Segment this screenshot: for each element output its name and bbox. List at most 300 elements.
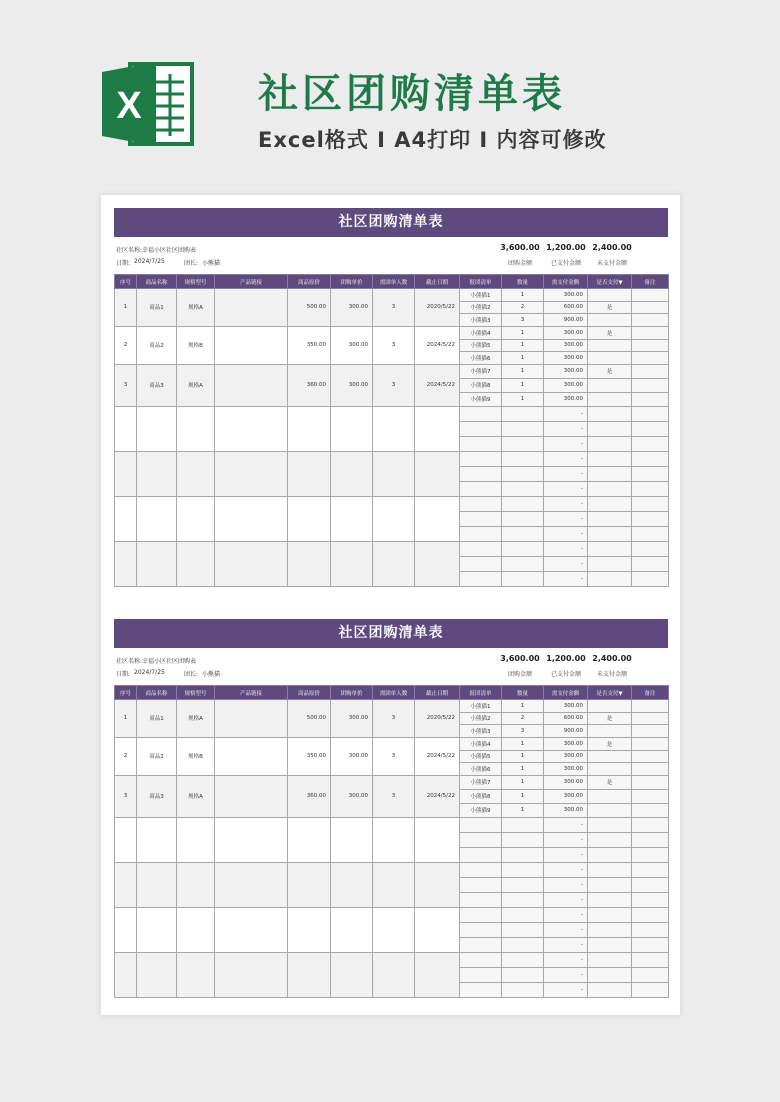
member-name[interactable]: 小熊猫5 (460, 750, 502, 763)
payable-amount[interactable]: 300.00 (544, 352, 588, 365)
paid-status[interactable]: 是 (588, 364, 632, 378)
paid-status[interactable] (588, 763, 632, 776)
row-number[interactable] (115, 451, 137, 496)
payable-amount[interactable]: 600.00 (544, 301, 588, 314)
remark[interactable] (632, 301, 669, 314)
product-spec[interactable]: 规格A (177, 775, 215, 817)
required-people[interactable]: 3 (373, 775, 415, 817)
quantity[interactable]: 1 (502, 750, 544, 763)
quantity[interactable] (502, 481, 544, 496)
quantity[interactable] (502, 952, 544, 967)
deadline[interactable] (415, 817, 460, 862)
remark[interactable] (632, 289, 669, 302)
payable-amount[interactable]: 300.00 (544, 775, 588, 789)
member-name[interactable]: 小熊猫3 (460, 314, 502, 327)
product-spec[interactable]: 规格A (177, 364, 215, 406)
deadline[interactable] (415, 496, 460, 541)
product-link[interactable] (215, 952, 288, 997)
quantity[interactable] (502, 556, 544, 571)
paid-status[interactable] (588, 937, 632, 952)
product-name[interactable]: 商品2 (137, 737, 177, 775)
payable-amount[interactable]: - (544, 817, 588, 832)
required-people[interactable] (373, 496, 415, 541)
member-name[interactable]: 小熊猫5 (460, 339, 502, 352)
member-name[interactable]: 小熊猫2 (460, 301, 502, 314)
member-name[interactable]: 小熊猫9 (460, 392, 502, 406)
remark[interactable] (632, 556, 669, 571)
column-header[interactable]: 是否支付▼ (588, 686, 632, 700)
row-number[interactable] (115, 496, 137, 541)
product-spec[interactable]: 规格A (177, 289, 215, 327)
payable-amount[interactable]: 600.00 (544, 712, 588, 725)
member-name[interactable] (460, 421, 502, 436)
remark[interactable] (632, 877, 669, 892)
payable-amount[interactable]: - (544, 511, 588, 526)
remark[interactable] (632, 421, 669, 436)
remark[interactable] (632, 451, 669, 466)
payable-amount[interactable]: - (544, 571, 588, 586)
remark[interactable] (632, 511, 669, 526)
quantity[interactable] (502, 421, 544, 436)
required-people[interactable] (373, 862, 415, 907)
original-price[interactable] (288, 451, 331, 496)
group-price[interactable] (331, 451, 373, 496)
remark[interactable] (632, 952, 669, 967)
quantity[interactable]: 3 (502, 314, 544, 327)
column-header[interactable]: 是否支付▼ (588, 275, 632, 289)
member-name[interactable] (460, 832, 502, 847)
product-name[interactable] (137, 817, 177, 862)
paid-status[interactable] (588, 817, 632, 832)
required-people[interactable] (373, 406, 415, 451)
group-price[interactable] (331, 541, 373, 586)
payable-amount[interactable]: 300.00 (544, 392, 588, 406)
quantity[interactable] (502, 892, 544, 907)
group-price[interactable] (331, 406, 373, 451)
original-price[interactable] (288, 907, 331, 952)
member-name[interactable]: 小熊猫1 (460, 700, 502, 713)
member-name[interactable] (460, 937, 502, 952)
payable-amount[interactable]: - (544, 847, 588, 862)
member-name[interactable]: 小熊猫1 (460, 289, 502, 302)
paid-status[interactable] (588, 289, 632, 302)
member-name[interactable] (460, 451, 502, 466)
product-link[interactable] (215, 326, 288, 364)
product-name[interactable]: 商品1 (137, 289, 177, 327)
group-price[interactable] (331, 952, 373, 997)
quantity[interactable] (502, 406, 544, 421)
quantity[interactable]: 2 (502, 301, 544, 314)
quantity[interactable]: 1 (502, 352, 544, 365)
paid-status[interactable] (588, 511, 632, 526)
remark[interactable] (632, 436, 669, 451)
payable-amount[interactable]: - (544, 922, 588, 937)
row-number[interactable]: 3 (115, 364, 137, 406)
deadline[interactable]: 2024/5/22 (415, 364, 460, 406)
row-number[interactable] (115, 817, 137, 862)
original-price[interactable]: 350.00 (288, 326, 331, 364)
remark[interactable] (632, 481, 669, 496)
member-name[interactable]: 小熊猫7 (460, 775, 502, 789)
payable-amount[interactable]: 300.00 (544, 789, 588, 803)
group-price[interactable]: 300.00 (331, 364, 373, 406)
row-number[interactable]: 3 (115, 775, 137, 817)
member-name[interactable]: 小熊猫8 (460, 789, 502, 803)
member-name[interactable]: 小熊猫4 (460, 737, 502, 750)
payable-amount[interactable]: 300.00 (544, 803, 588, 817)
member-name[interactable] (460, 556, 502, 571)
quantity[interactable]: 1 (502, 775, 544, 789)
remark[interactable] (632, 907, 669, 922)
member-name[interactable]: 小熊猫6 (460, 763, 502, 776)
paid-status[interactable] (588, 952, 632, 967)
paid-status[interactable] (588, 847, 632, 862)
product-name[interactable]: 商品2 (137, 326, 177, 364)
payable-amount[interactable]: - (544, 406, 588, 421)
quantity[interactable] (502, 541, 544, 556)
original-price[interactable]: 360.00 (288, 364, 331, 406)
row-number[interactable]: 1 (115, 289, 137, 327)
member-name[interactable] (460, 892, 502, 907)
paid-status[interactable] (588, 496, 632, 511)
group-price[interactable]: 300.00 (331, 289, 373, 327)
original-price[interactable] (288, 817, 331, 862)
product-name[interactable]: 商品3 (137, 364, 177, 406)
remark[interactable] (632, 763, 669, 776)
original-price[interactable]: 500.00 (288, 700, 331, 738)
payable-amount[interactable]: 300.00 (544, 326, 588, 339)
payable-amount[interactable]: - (544, 937, 588, 952)
remark[interactable] (632, 406, 669, 421)
member-name[interactable] (460, 817, 502, 832)
member-name[interactable]: 小熊猫7 (460, 364, 502, 378)
remark[interactable] (632, 314, 669, 327)
remark[interactable] (632, 725, 669, 738)
deadline[interactable] (415, 541, 460, 586)
payable-amount[interactable]: - (544, 436, 588, 451)
deadline[interactable]: 2020/5/22 (415, 700, 460, 738)
paid-status[interactable] (588, 700, 632, 713)
product-spec[interactable] (177, 952, 215, 997)
product-spec[interactable]: 规格B (177, 326, 215, 364)
paid-status[interactable]: 是 (588, 301, 632, 314)
quantity[interactable] (502, 862, 544, 877)
row-number[interactable] (115, 952, 137, 997)
remark[interactable] (632, 922, 669, 937)
group-price[interactable]: 300.00 (331, 775, 373, 817)
quantity[interactable]: 1 (502, 339, 544, 352)
member-name[interactable] (460, 406, 502, 421)
remark[interactable] (632, 378, 669, 392)
remark[interactable] (632, 571, 669, 586)
group-price[interactable]: 300.00 (331, 700, 373, 738)
quantity[interactable] (502, 817, 544, 832)
quantity[interactable] (502, 466, 544, 481)
deadline[interactable] (415, 406, 460, 451)
remark[interactable] (632, 352, 669, 365)
deadline[interactable]: 2024/5/22 (415, 775, 460, 817)
product-spec[interactable] (177, 817, 215, 862)
group-price[interactable] (331, 862, 373, 907)
row-number[interactable] (115, 541, 137, 586)
deadline[interactable] (415, 952, 460, 997)
product-name[interactable] (137, 451, 177, 496)
row-number[interactable] (115, 907, 137, 952)
product-spec[interactable] (177, 406, 215, 451)
quantity[interactable]: 1 (502, 803, 544, 817)
payable-amount[interactable]: 300.00 (544, 364, 588, 378)
member-name[interactable]: 小熊猫6 (460, 352, 502, 365)
payable-amount[interactable]: 300.00 (544, 289, 588, 302)
original-price[interactable] (288, 952, 331, 997)
quantity[interactable]: 1 (502, 737, 544, 750)
payable-amount[interactable]: 900.00 (544, 725, 588, 738)
payable-amount[interactable]: - (544, 496, 588, 511)
paid-status[interactable] (588, 421, 632, 436)
product-name[interactable] (137, 541, 177, 586)
quantity[interactable] (502, 526, 544, 541)
payable-amount[interactable]: 900.00 (544, 314, 588, 327)
quantity[interactable] (502, 436, 544, 451)
required-people[interactable] (373, 817, 415, 862)
product-link[interactable] (215, 451, 288, 496)
quantity[interactable]: 1 (502, 326, 544, 339)
quantity[interactable]: 1 (502, 378, 544, 392)
paid-status[interactable] (588, 352, 632, 365)
row-number[interactable] (115, 406, 137, 451)
product-link[interactable] (215, 862, 288, 907)
remark[interactable] (632, 496, 669, 511)
product-spec[interactable] (177, 541, 215, 586)
payable-amount[interactable]: 300.00 (544, 763, 588, 776)
paid-status[interactable]: 是 (588, 326, 632, 339)
group-price[interactable] (331, 496, 373, 541)
remark[interactable] (632, 982, 669, 997)
payable-amount[interactable]: - (544, 952, 588, 967)
quantity[interactable]: 1 (502, 789, 544, 803)
payable-amount[interactable]: - (544, 526, 588, 541)
member-name[interactable] (460, 847, 502, 862)
payable-amount[interactable]: - (544, 907, 588, 922)
paid-status[interactable] (588, 339, 632, 352)
member-name[interactable]: 小熊猫8 (460, 378, 502, 392)
deadline[interactable]: 2024/5/22 (415, 326, 460, 364)
quantity[interactable] (502, 982, 544, 997)
deadline[interactable] (415, 451, 460, 496)
group-price[interactable] (331, 817, 373, 862)
member-name[interactable] (460, 526, 502, 541)
original-price[interactable] (288, 406, 331, 451)
quantity[interactable] (502, 832, 544, 847)
member-name[interactable] (460, 877, 502, 892)
remark[interactable] (632, 967, 669, 982)
quantity[interactable] (502, 496, 544, 511)
member-name[interactable] (460, 541, 502, 556)
quantity[interactable] (502, 922, 544, 937)
quantity[interactable] (502, 511, 544, 526)
payable-amount[interactable]: - (544, 967, 588, 982)
remark[interactable] (632, 364, 669, 378)
payable-amount[interactable]: 300.00 (544, 700, 588, 713)
remark[interactable] (632, 937, 669, 952)
required-people[interactable]: 3 (373, 364, 415, 406)
quantity[interactable]: 1 (502, 289, 544, 302)
required-people[interactable]: 3 (373, 737, 415, 775)
row-number[interactable] (115, 862, 137, 907)
payable-amount[interactable]: - (544, 982, 588, 997)
product-link[interactable] (215, 496, 288, 541)
paid-status[interactable] (588, 378, 632, 392)
payable-amount[interactable]: - (544, 832, 588, 847)
payable-amount[interactable]: 300.00 (544, 339, 588, 352)
product-name[interactable] (137, 907, 177, 952)
paid-status[interactable] (588, 466, 632, 481)
quantity[interactable]: 1 (502, 364, 544, 378)
payable-amount[interactable]: 300.00 (544, 737, 588, 750)
member-name[interactable]: 小熊猫2 (460, 712, 502, 725)
paid-status[interactable] (588, 803, 632, 817)
quantity[interactable] (502, 571, 544, 586)
product-spec[interactable] (177, 907, 215, 952)
product-spec[interactable] (177, 451, 215, 496)
paid-status[interactable] (588, 481, 632, 496)
payable-amount[interactable]: - (544, 451, 588, 466)
member-name[interactable]: 小熊猫9 (460, 803, 502, 817)
group-price[interactable]: 300.00 (331, 326, 373, 364)
remark[interactable] (632, 700, 669, 713)
product-spec[interactable] (177, 496, 215, 541)
remark[interactable] (632, 392, 669, 406)
member-name[interactable] (460, 481, 502, 496)
paid-status[interactable] (588, 725, 632, 738)
quantity[interactable]: 1 (502, 763, 544, 776)
member-name[interactable] (460, 496, 502, 511)
paid-status[interactable] (588, 750, 632, 763)
remark[interactable] (632, 862, 669, 877)
paid-status[interactable] (588, 571, 632, 586)
member-name[interactable] (460, 862, 502, 877)
row-number[interactable]: 2 (115, 737, 137, 775)
payable-amount[interactable]: - (544, 421, 588, 436)
remark[interactable] (632, 541, 669, 556)
member-name[interactable] (460, 922, 502, 937)
quantity[interactable] (502, 847, 544, 862)
member-name[interactable] (460, 952, 502, 967)
product-name[interactable] (137, 952, 177, 997)
quantity[interactable] (502, 967, 544, 982)
quantity[interactable] (502, 937, 544, 952)
product-link[interactable] (215, 541, 288, 586)
remark[interactable] (632, 750, 669, 763)
required-people[interactable] (373, 952, 415, 997)
remark[interactable] (632, 526, 669, 541)
remark[interactable] (632, 832, 669, 847)
member-name[interactable] (460, 466, 502, 481)
product-spec[interactable] (177, 862, 215, 907)
paid-status[interactable] (588, 967, 632, 982)
paid-status[interactable] (588, 877, 632, 892)
remark[interactable] (632, 466, 669, 481)
product-name[interactable] (137, 496, 177, 541)
quantity[interactable]: 2 (502, 712, 544, 725)
original-price[interactable] (288, 496, 331, 541)
paid-status[interactable]: 是 (588, 737, 632, 750)
original-price[interactable]: 350.00 (288, 737, 331, 775)
paid-status[interactable] (588, 862, 632, 877)
paid-status[interactable] (588, 392, 632, 406)
paid-status[interactable] (588, 451, 632, 466)
remark[interactable] (632, 892, 669, 907)
remark[interactable] (632, 817, 669, 832)
paid-status[interactable] (588, 541, 632, 556)
payable-amount[interactable]: 300.00 (544, 378, 588, 392)
payable-amount[interactable]: - (544, 541, 588, 556)
remark[interactable] (632, 339, 669, 352)
original-price[interactable] (288, 862, 331, 907)
paid-status[interactable] (588, 907, 632, 922)
quantity[interactable] (502, 451, 544, 466)
product-link[interactable] (215, 364, 288, 406)
paid-status[interactable] (588, 789, 632, 803)
row-number[interactable]: 2 (115, 326, 137, 364)
payable-amount[interactable]: - (544, 466, 588, 481)
required-people[interactable]: 3 (373, 289, 415, 327)
deadline[interactable]: 2020/5/22 (415, 289, 460, 327)
paid-status[interactable] (588, 832, 632, 847)
product-spec[interactable]: 规格B (177, 737, 215, 775)
deadline[interactable] (415, 862, 460, 907)
member-name[interactable]: 小熊猫4 (460, 326, 502, 339)
row-number[interactable]: 1 (115, 700, 137, 738)
quantity[interactable] (502, 907, 544, 922)
product-link[interactable] (215, 406, 288, 451)
remark[interactable] (632, 803, 669, 817)
member-name[interactable] (460, 511, 502, 526)
remark[interactable] (632, 847, 669, 862)
payable-amount[interactable]: - (544, 862, 588, 877)
remark[interactable] (632, 775, 669, 789)
paid-status[interactable] (588, 892, 632, 907)
remark[interactable] (632, 326, 669, 339)
payable-amount[interactable]: - (544, 892, 588, 907)
product-link[interactable] (215, 907, 288, 952)
remark[interactable] (632, 737, 669, 750)
original-price[interactable]: 360.00 (288, 775, 331, 817)
paid-status[interactable] (588, 406, 632, 421)
remark[interactable] (632, 789, 669, 803)
product-link[interactable] (215, 700, 288, 738)
quantity[interactable]: 1 (502, 392, 544, 406)
payable-amount[interactable]: 300.00 (544, 750, 588, 763)
deadline[interactable] (415, 907, 460, 952)
required-people[interactable] (373, 907, 415, 952)
member-name[interactable]: 小熊猫3 (460, 725, 502, 738)
paid-status[interactable]: 是 (588, 775, 632, 789)
required-people[interactable]: 3 (373, 326, 415, 364)
paid-status[interactable] (588, 436, 632, 451)
payable-amount[interactable]: - (544, 877, 588, 892)
quantity[interactable]: 3 (502, 725, 544, 738)
paid-status[interactable]: 是 (588, 712, 632, 725)
deadline[interactable]: 2024/5/22 (415, 737, 460, 775)
product-link[interactable] (215, 737, 288, 775)
required-people[interactable] (373, 541, 415, 586)
original-price[interactable] (288, 541, 331, 586)
product-link[interactable] (215, 775, 288, 817)
required-people[interactable] (373, 451, 415, 496)
paid-status[interactable] (588, 556, 632, 571)
payable-amount[interactable]: - (544, 556, 588, 571)
